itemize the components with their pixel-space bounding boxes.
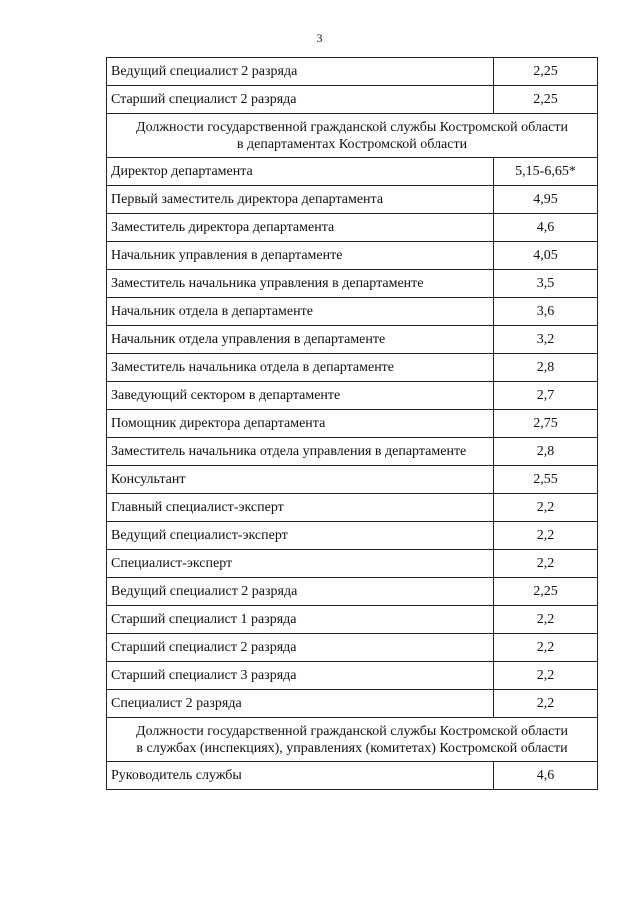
position-title-cell: Заведующий сектором в департаменте <box>107 382 494 410</box>
position-title-cell: Начальник отдела в департаменте <box>107 298 494 326</box>
table-row <box>107 270 598 298</box>
coefficient-value-cell: 2,2 <box>494 606 598 634</box>
table-body <box>107 58 598 790</box>
table-row <box>107 690 598 718</box>
position-title-cell: Специалист 2 разряда <box>107 690 494 718</box>
table-row <box>107 58 598 86</box>
position-title-cell: Начальник управления в департаменте <box>107 242 494 270</box>
section-header-row <box>107 114 598 158</box>
coefficient-value-cell: 2,25 <box>494 578 598 606</box>
position-title-cell: Заместитель директора департамента <box>107 214 494 242</box>
table-row <box>107 494 598 522</box>
coefficient-value-cell: 2,7 <box>494 382 598 410</box>
table-row <box>107 522 598 550</box>
position-title-cell: Заместитель начальника отдела управления в департаменте <box>107 438 494 466</box>
coefficient-value-cell: 2,2 <box>494 690 598 718</box>
table-row <box>107 86 598 114</box>
table-row <box>107 466 598 494</box>
coefficient-value-cell: 2,25 <box>494 86 598 114</box>
table-row <box>107 242 598 270</box>
position-title-cell: Помощник директора департамента <box>107 410 494 438</box>
position-title-cell: Ведущий специалист 2 разряда <box>107 58 494 86</box>
coefficient-value-cell: 2,8 <box>494 354 598 382</box>
coefficient-value-cell: 3,2 <box>494 326 598 354</box>
section-header-line: Должности государственной гражданской службы Костромской области <box>136 723 568 739</box>
table-row <box>107 578 598 606</box>
table-row <box>107 634 598 662</box>
coefficient-value-cell: 2,75 <box>494 410 598 438</box>
coefficient-value-cell: 4,95 <box>494 186 598 214</box>
coefficient-value-cell: 3,6 <box>494 298 598 326</box>
coefficient-value-cell: 4,6 <box>494 762 598 790</box>
section-header-cell <box>107 718 598 762</box>
coefficient-value-cell: 2,2 <box>494 494 598 522</box>
position-title-cell: Главный специалист-эксперт <box>107 494 494 522</box>
coefficient-value-cell: 2,8 <box>494 438 598 466</box>
section-header-line: Должности государственной гражданской службы Костромской области <box>136 119 568 135</box>
section-header-cell <box>107 114 598 158</box>
position-title-cell: Заместитель начальника управления в департаменте <box>107 270 494 298</box>
position-title-cell: Директор департамента <box>107 158 494 186</box>
table-row <box>107 354 598 382</box>
table-row <box>107 158 598 186</box>
coefficient-value-cell: 5,15-6,65* <box>494 158 598 186</box>
position-title-cell: Специалист-эксперт <box>107 550 494 578</box>
table-row <box>107 438 598 466</box>
coefficient-value-cell: 2,2 <box>494 522 598 550</box>
section-header-line: в службах (инспекциях), управлениях (комитетах) Костромской области <box>136 740 568 756</box>
table-row <box>107 662 598 690</box>
salary-coefficient-table <box>106 57 598 790</box>
position-title-cell: Начальник отдела управления в департаменте <box>107 326 494 354</box>
coefficient-value-cell: 4,6 <box>494 214 598 242</box>
table-row <box>107 298 598 326</box>
page-number: 3 <box>316 31 323 45</box>
position-title-cell: Руководитель службы <box>107 762 494 790</box>
table-row <box>107 214 598 242</box>
position-title-cell: Старший специалист 2 разряда <box>107 634 494 662</box>
table-row <box>107 326 598 354</box>
position-title-cell: Ведущий специалист-эксперт <box>107 522 494 550</box>
coefficient-value-cell: 2,25 <box>494 58 598 86</box>
position-title-cell: Первый заместитель директора департамента <box>107 186 494 214</box>
coefficient-value-cell: 2,2 <box>494 550 598 578</box>
table-row <box>107 382 598 410</box>
table-row <box>107 550 598 578</box>
table-row <box>107 410 598 438</box>
position-title-cell: Консультант <box>107 466 494 494</box>
coefficient-value-cell: 4,05 <box>494 242 598 270</box>
section-header-row <box>107 718 598 762</box>
table-row <box>107 186 598 214</box>
coefficient-value-cell: 2,2 <box>494 634 598 662</box>
position-title-cell: Заместитель начальника отдела в департаменте <box>107 354 494 382</box>
coefficient-value-cell: 2,55 <box>494 466 598 494</box>
table-row <box>107 606 598 634</box>
position-title-cell: Старший специалист 3 разряда <box>107 662 494 690</box>
position-title-cell: Старший специалист 1 разряда <box>107 606 494 634</box>
position-title-cell: Старший специалист 2 разряда <box>107 86 494 114</box>
table-row <box>107 762 598 790</box>
coefficient-value-cell: 3,5 <box>494 270 598 298</box>
section-header-line: в департаментах Костромской области <box>236 136 468 152</box>
coefficient-value-cell: 2,2 <box>494 662 598 690</box>
position-title-cell: Ведущий специалист 2 разряда <box>107 578 494 606</box>
